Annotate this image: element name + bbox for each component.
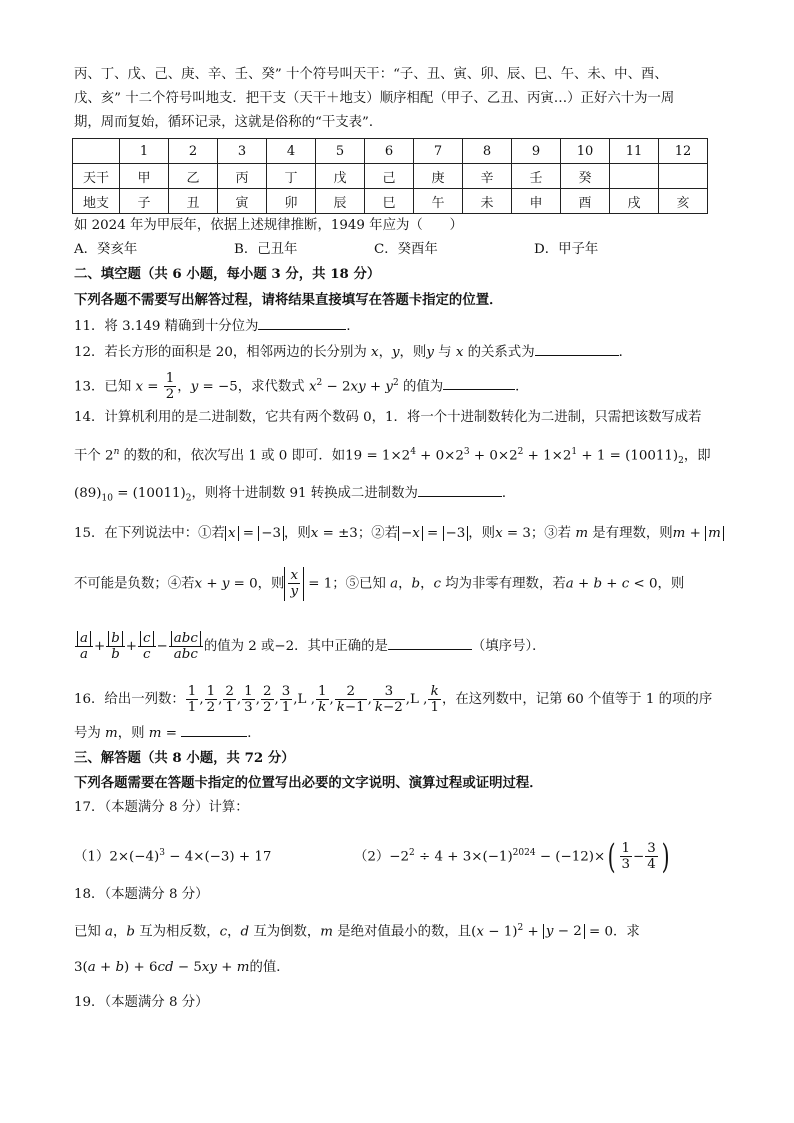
q15-text: ，则 — [468, 526, 496, 541]
q12-text-c: 与 — [433, 345, 456, 360]
table-cell: 亥 — [659, 189, 708, 214]
table-row-dizhi — [73, 189, 708, 214]
table-cell: 11 — [610, 139, 659, 164]
table-cell: 卯 — [267, 189, 316, 214]
table-cell: 壬 — [512, 164, 561, 189]
q14-text-b: 的数的和，依次写出 1 或 0 即可．如 — [119, 448, 346, 464]
q13: 13．已知 x = $\frac{1}{2}$ ，y = −5，求代数式 $x^2 - 2xy + y^2$ 的值为 ． — [74, 371, 529, 403]
q16-line-2: 号为 m，则 m = ． — [74, 722, 724, 744]
q15-text: ，则 — [284, 526, 311, 541]
table-cell — [610, 164, 659, 189]
table-cell: 午 — [414, 189, 463, 214]
q12-text-d: 的关系式为 — [463, 345, 535, 360]
table-cell: 地支 — [73, 189, 120, 214]
table-cell: 申 — [512, 189, 561, 214]
table-cell: 1 — [120, 139, 169, 164]
intro-line-2: 戊、亥” 十二个符号叫地支．把干支（天干＋地支）顺序相配（甲子、乙丑、丙寅…）正好六十为一周 — [74, 91, 675, 106]
q15-line-3: $\frac{a}{a}$ + $\frac{b}{b}$ + $\frac{c}{c}$ − $\frac{\text{abc}}{\text{abc}}$ 的值为 2 或−2．其中正确的是 （填序号）． — [74, 630, 724, 664]
option-b: B．己丑年 — [234, 242, 298, 257]
q16-text: ，在这列数中，记第 60 个值等于 1 的项的序 — [441, 692, 713, 707]
q13-text-b: ，求代数式 — [237, 379, 309, 395]
table-cell: 8 — [463, 139, 512, 164]
table-cell: 9 — [512, 139, 561, 164]
q11-text: 11．将 3.149 精确到十分位为 — [74, 319, 259, 334]
table-cell — [73, 139, 120, 164]
q15-text: ；⑤已知 — [332, 576, 391, 592]
answer-blank — [388, 635, 472, 650]
table-cell: 丙 — [218, 164, 267, 189]
table-cell: 子 — [120, 189, 169, 214]
q13-text-a: 13．已知 — [74, 379, 136, 395]
q14-text-c: ，即 — [683, 448, 711, 464]
table-cell: 辰 — [316, 189, 365, 214]
q15-text: ；②若 — [357, 526, 398, 541]
table-cell: 7 — [414, 139, 463, 164]
table-cell — [659, 164, 708, 189]
section-3-instruction: 下列各题需要在答题卡指定的位置写出必要的文字说明、演算过程或证明过程． — [74, 775, 543, 791]
q12-text-b: ，则 — [399, 345, 427, 360]
table-cell: 甲 — [120, 164, 169, 189]
q19-title: 19．（本题满分 8 分） — [74, 995, 209, 1010]
table-cell: 庚 — [414, 164, 463, 189]
table-cell: 寅 — [218, 189, 267, 214]
table-cell: 己 — [365, 164, 414, 189]
table-cell: 10 — [561, 139, 610, 164]
q15-text: ；③若 — [530, 526, 576, 541]
q17-part-1-label: （1） — [74, 849, 110, 865]
q18-title: 18．（本题满分 8 分） — [74, 887, 209, 902]
table-cell: 辛 — [463, 164, 512, 189]
q18-line-1: 已知 a，b 互为相反数，c，d 互为倒数，m 是绝对值最小的数，且$(x - 1)^2 + y - 2 = 0$．求 — [74, 923, 640, 940]
table-cell: 未 — [463, 189, 512, 214]
q18-text: 互为相反数， — [135, 924, 220, 940]
q17-title: 17．（本题满分 8 分）计算： — [74, 800, 249, 815]
q10-stem: 如 2024 年为甲辰年，依据上述规律推断，1949 年应为（ ） — [74, 218, 463, 233]
table-cell: 丑 — [169, 189, 218, 214]
q18-text: ．求 — [613, 924, 640, 940]
intro-line-3: 期，周而复始，循环记录，这就是俗称的“干支表”． — [74, 115, 383, 130]
q15-text: ，则 — [257, 576, 285, 592]
q14-line-2: 干个 2$^n$ 的数的和，依次写出 1 或 0 即可．如$19 = 1\times 2^4 + 0\times 2^3 + 0\times 2^2 + 1\times 2^1 + 1 = (10011)_2$，即 — [74, 447, 711, 467]
table-cell: 2 — [169, 139, 218, 164]
q17-parts: $(1)2\times(-4)^3 - 4\times(-3) + 17$ $(2)-2^2 \div 4 + 3\times(-1)^{2024} - (-12)\times$( $\frac{1}{3}$ − $\frac{3}{4}$ ) — [74, 836, 670, 877]
q16-text: ，则 — [117, 726, 149, 741]
section-3-title: 三、解答题（共 8 小题，共 72 分） — [74, 750, 295, 766]
q18-text: 已知 — [74, 924, 106, 940]
ganzhi-table — [72, 138, 708, 214]
table-cell: 6 — [365, 139, 414, 164]
q11: 11．将 3.149 精确到十分位为 ． — [74, 315, 724, 337]
q15-line-1: 15．在下列说法中：①若 x = −3 ，则x = ±3；②若 −x = −3 ，则x = 3；③若 m 是有理数，则m + m — [74, 524, 724, 544]
table-cell: 3 — [218, 139, 267, 164]
q14-text-d: ，则将十进制数 91 转换成二进制数为 — [191, 486, 418, 501]
q16-text: 号为 — [74, 726, 106, 741]
q18-line-2: 3(a + b) + 6cd − 5xy + m的值． — [74, 960, 290, 975]
section-2-instruction: 下列各题不需要写出解答过程，请将结果直接填写在答题卡指定的位置． — [74, 292, 503, 308]
q10-options — [74, 240, 724, 260]
answer-blank — [535, 341, 619, 356]
table-cell: 12 — [659, 139, 708, 164]
section-2-title: 二、填空题（共 6 小题，每小题 3 分，共 18 分） — [74, 266, 381, 282]
q15-text: 的值为 2 或−2．其中正确的是 — [203, 639, 388, 654]
q15-text: 均为非零有理数，若 — [440, 576, 566, 592]
table-cell: 天干 — [73, 164, 120, 189]
q15-text: ，则 — [657, 576, 685, 592]
table-cell: 4 — [267, 139, 316, 164]
q14-line-1: 14．计算机利用的是二进制数，它共有两个数码 0，1．将一个十进制数转化为二进制，只需把该数写成若 — [74, 410, 702, 425]
q16-line-1: 16．给出一列数： $\frac{1}{1}$ , $\frac{1}{2}$ , $\frac{2}{1}$ , $\frac{1}{3}$ , $\frac{2}{2}$ , $\frac{3}{1}$ ,L , $\frac{1}{k}$ , $\frac{2}{k-1}$ , $\frac{3}{k-2}$ ,L , $\frac{k}{1}$ ，在这列数中，记第 60 个值等于 1 的项的序 — [74, 684, 713, 715]
table-cell: 戊 — [316, 164, 365, 189]
table-cell: 戌 — [610, 189, 659, 214]
answer-blank — [418, 482, 502, 497]
table-cell: 乙 — [169, 164, 218, 189]
table-cell: 酉 — [561, 189, 610, 214]
table-row-tiangan — [73, 164, 708, 189]
q14-line-3: $(89)_{10} = (10011)_2$，则将十进制数 91 转换成二进制数为 ． — [74, 482, 724, 509]
option-d: D．甲子年 — [534, 242, 599, 257]
q17-part-2-label: （2） — [353, 849, 390, 865]
intro-line-1: 丙、丁、戊、己、庚、辛、壬、癸” 十个符号叫天干：“子、丑、寅、卯、辰、巳、午、未、中、酉、 — [74, 67, 668, 82]
table-header-row — [73, 139, 708, 164]
q15-line-2: 不可能是负数；④若x + y = 0，则 $\frac{x}{y}$ = 1；⑤已知 a，b，c 均为非零有理数，若a + b + c < 0，则 — [74, 568, 685, 599]
q18-text: 互为倒数， — [249, 924, 321, 940]
q13-text-c: 的值为 — [398, 379, 444, 395]
q15-text: 不可能是负数；④若 — [74, 576, 195, 592]
table-cell: 巳 — [365, 189, 414, 214]
q12-text-a: 12．若长方形的面积是 20，相邻两边的长分别为 — [74, 345, 372, 360]
table-cell: 丁 — [267, 164, 316, 189]
answer-blank — [181, 722, 247, 737]
q14-text-a: 干个 2 — [74, 448, 114, 464]
answer-blank — [443, 375, 515, 390]
q12: 12．若长方形的面积是 20，相邻两边的长分别为 x，y，则y 与 x 的关系式为 ． — [74, 341, 724, 363]
option-c: C．癸酉年 — [374, 242, 438, 257]
q15-text: 是有理数，则 — [588, 526, 673, 541]
option-a: A．癸亥年 — [74, 242, 138, 257]
q18-text: 的值． — [249, 960, 290, 975]
q15-text: 15．在下列说法中：①若 — [74, 526, 225, 541]
answer-blank — [258, 315, 346, 330]
table-cell: 5 — [316, 139, 365, 164]
q18-text: 是绝对值最小的数，且 — [333, 924, 472, 940]
q16-text: 16．给出一列数： — [74, 692, 185, 707]
table-cell: 癸 — [561, 164, 610, 189]
q15-text: （填序号）． — [471, 639, 546, 654]
